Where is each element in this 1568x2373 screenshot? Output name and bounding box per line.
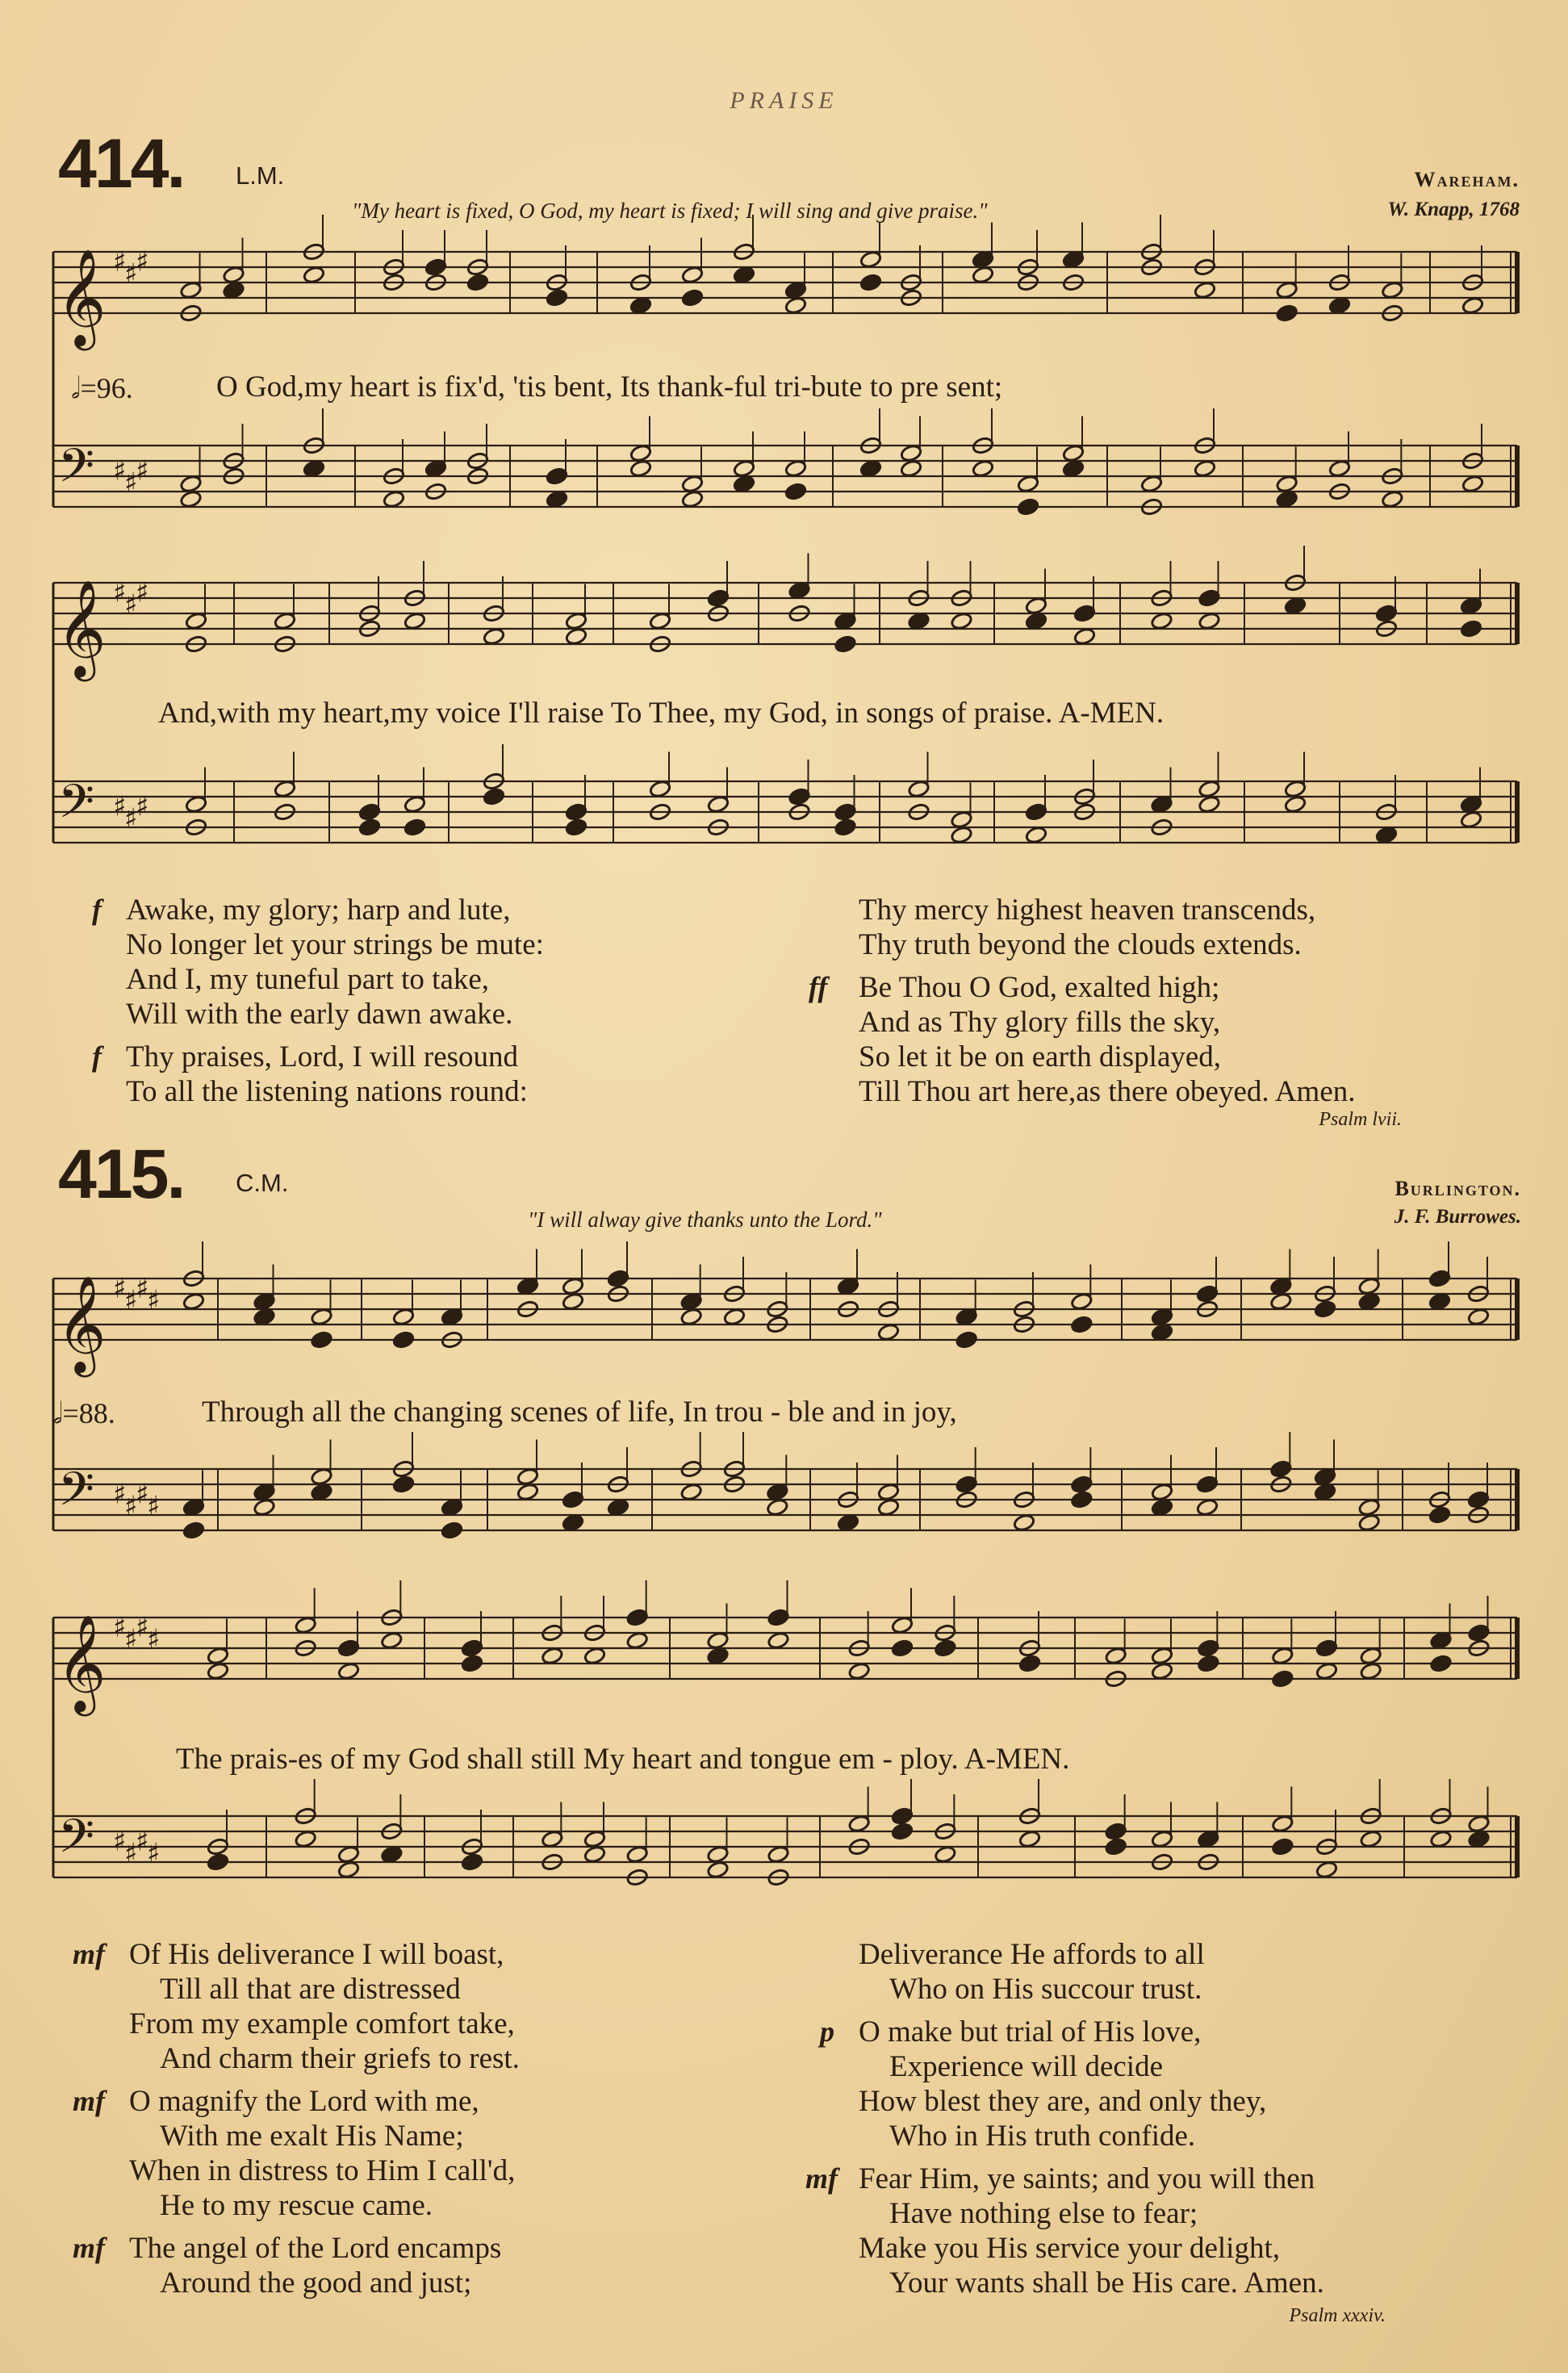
treble-clef-icon: 𝄞 [56,248,107,346]
verse-stanza [73,2084,520,2223]
notehead [767,1608,789,1626]
notehead [1269,1277,1292,1295]
notehead [1360,1662,1382,1680]
sharp-icon: ♯ [124,1623,138,1656]
notehead [516,1277,539,1295]
notehead [441,1498,463,1517]
notehead [766,1483,788,1501]
notehead [1151,1830,1173,1848]
sharp-icon: ♯ [124,1490,138,1523]
notehead [253,1498,275,1517]
notehead [207,1662,229,1680]
sharp-icon: ♯ [113,1272,127,1305]
notehead [1197,1830,1219,1848]
dynamic-marking: f [92,1040,102,1073]
notehead [706,1631,729,1650]
verse-line: Till Thou art here,as there obeyed. Amen. [859,1075,1356,1108]
notehead [1428,1269,1451,1287]
tune-name: Burlington. [1394,1177,1521,1200]
notehead [253,1483,275,1501]
sharp-icon: ♯ [136,576,149,609]
notehead [680,1483,703,1501]
notehead [1358,1498,1381,1517]
bass-clef-icon: 𝄢 [58,774,95,840]
sharp-icon: ♯ [113,790,127,823]
notehead [1428,1505,1451,1524]
verse-line: Till all that are distressed [160,1973,461,2006]
notehead [680,1292,703,1311]
notehead [1269,1292,1292,1311]
notehead [541,1647,563,1665]
scripture-epigraph: "My heart is fixed, O God, my heart is fixed; I will sing and give praise." [352,199,988,223]
notehead [583,1647,606,1665]
notehead [837,1277,859,1295]
notehead [562,1277,584,1295]
notehead [1315,1638,1338,1657]
verse-line: O magnify the Lord with me, [129,2085,479,2118]
verse-line: Who on His succour trust. [889,1973,1202,2006]
notehead [562,1292,584,1311]
notehead [877,1498,900,1517]
notehead [392,1308,415,1326]
tune-name: Wareham. [1414,168,1520,191]
verse-stanza [859,1937,1324,2007]
notehead [1196,1284,1219,1303]
notehead [337,1662,360,1680]
sharp-icon: ♯ [147,1837,161,1870]
verse-line: Be Thou O God, exalted high; [859,971,1220,1004]
verse-line: He to my rescue came. [160,2189,433,2222]
notehead [253,1292,275,1311]
notehead [182,1498,205,1517]
notehead [1070,1475,1093,1493]
sharp-icon: ♯ [113,1611,127,1644]
verse-line: Experience will decide [889,2050,1163,2083]
verse-line: How blest they are, and only they, [859,2085,1267,2118]
notehead [1360,1647,1382,1665]
notehead [1151,1483,1173,1501]
verse-line: Have nothing else to fear; [889,2197,1198,2230]
notehead [706,1845,729,1864]
sharp-icon: ♯ [136,1478,149,1511]
verse-line: And as Thy glory fills the sky, [859,1006,1221,1039]
notehead [767,1845,789,1864]
notehead [182,1292,205,1311]
sharp-icon: ♯ [113,1478,127,1511]
verse-line: And I, my tuneful part to take, [126,963,490,996]
scripture-reference: Psalm lvii. [1319,1109,1402,1130]
notehead [723,1308,746,1326]
notehead [848,1662,871,1680]
notehead [1428,1292,1451,1311]
sharp-icon: ♯ [124,467,138,500]
hymn-meter: C.M. [236,1169,289,1197]
notehead [182,1521,205,1539]
dynamic-marking: mf [805,2162,838,2195]
notehead [1151,1498,1173,1517]
notehead [1197,1638,1219,1657]
verse-line: So let it be on earth displayed, [859,1040,1222,1074]
notehead [1269,1459,1292,1478]
notehead [1358,1513,1381,1532]
sharp-icon: ♯ [113,576,127,609]
notehead [1271,1647,1294,1665]
running-head: PRAISE [730,87,838,114]
treble-clef-icon: 𝄞 [56,579,107,677]
notehead [516,1483,539,1501]
tempo-value: =88. [62,1397,115,1429]
notehead [626,1608,649,1626]
notehead [1358,1277,1381,1295]
sharp-icon: ♯ [136,1611,149,1644]
dynamic-marking: f [92,894,102,926]
notehead [877,1323,900,1341]
half-note-icon: 𝅗𝅥 [53,1397,63,1429]
notehead [541,1830,563,1848]
notehead [1151,1308,1173,1326]
notehead [891,1616,914,1634]
notehead [1467,1814,1490,1833]
verse-line: Thy praises, Lord, I will resound [126,1040,519,1074]
hymn-meter: L.M. [236,161,285,190]
verse-stanza [73,1937,520,2076]
sharp-icon: ♯ [124,802,138,835]
verse-line: Fear Him, ye saints; and you will then [859,2162,1315,2195]
notehead [1360,1830,1382,1848]
sharp-icon: ♯ [147,1623,161,1656]
treble-clef-icon: 𝄞 [56,1274,107,1373]
half-note-icon: 𝅗𝅥 [71,372,81,404]
notehead [891,1806,914,1825]
notehead [310,1483,332,1501]
notehead [1070,1292,1093,1311]
sharp-icon: ♯ [136,790,149,823]
notehead [607,1498,629,1517]
notehead [1429,1830,1452,1848]
sharp-icon: ♯ [113,245,127,278]
bass-clef-icon: 𝄢 [58,1462,95,1528]
notehead [934,1638,956,1657]
verse-stanza [805,2162,1324,2300]
notehead [295,1616,317,1634]
notehead [1314,1483,1336,1501]
notehead [1315,1662,1338,1680]
dynamic-marking: mf [73,2085,105,2117]
notehead [955,1308,978,1326]
scripture-reference: Psalm xxxiv. [1289,2305,1386,2326]
notehead [934,1845,956,1864]
notehead [955,1330,978,1349]
notehead [1070,1315,1093,1333]
notehead [441,1308,463,1326]
notehead [441,1521,463,1539]
verse-line: Who in His truth confide. [889,2120,1196,2153]
notehead [1429,1631,1452,1650]
sharp-icon: ♯ [136,1272,149,1305]
lyric-underlay: And,with my heart,my voice I'll raise To Thee, my God, in songs of praise. A-MEN. [158,697,1165,730]
notehead [1314,1300,1336,1318]
notehead [562,1490,584,1509]
noteheads [207,1580,1491,1887]
notehead [1105,1647,1127,1665]
verse-column-left [73,1937,520,2300]
verse-stanza [820,2015,1324,2153]
lyric-underlay: Through all the changing scenes of life, In trou - ble and in joy, [202,1396,957,1429]
sharp-icon: ♯ [124,1837,138,1870]
verse-line: And charm their griefs to rest. [160,2042,520,2075]
notehead [1429,1654,1452,1672]
notehead [583,1845,606,1864]
notehead [766,1498,788,1517]
notehead [891,1638,914,1657]
scripture-epigraph: "I will alway give thanks unto the Lord." [528,1207,882,1232]
sharp-icon: ♯ [124,588,138,622]
notehead [891,1822,914,1840]
staff-lines [53,1816,1517,1877]
notehead [380,1631,403,1650]
notehead [1197,1654,1219,1672]
notehead [1467,1830,1490,1848]
notehead [877,1483,900,1501]
notehead [516,1467,539,1486]
bass-clef-icon: 𝄢 [58,1809,95,1875]
verse-line: Deliverance He affords to all [859,1938,1205,1971]
notehead [337,1845,360,1864]
notehead [1105,1822,1127,1840]
notehead [461,1638,483,1657]
verse-line: No longer let your strings be mute: [126,928,544,961]
sharp-icon: ♯ [147,1284,161,1317]
notehead [1196,1498,1219,1517]
notehead [310,1308,332,1326]
notehead [626,1631,649,1650]
notehead [1467,1623,1490,1642]
notehead [1271,1669,1294,1688]
notehead [295,1830,317,1848]
notehead [207,1852,229,1871]
notehead [767,1631,789,1650]
notehead [1467,1490,1490,1509]
sharp-icon: ♯ [147,1490,161,1523]
notehead [1013,1513,1035,1532]
notehead [1467,1308,1490,1326]
sharp-icon: ♯ [136,245,149,278]
notehead [1314,1467,1336,1486]
notehead [848,1814,871,1833]
verse-line: Around the good and just; [160,2266,472,2300]
composer: J. F. Burrowes. [1394,1206,1521,1228]
notehead [607,1269,629,1287]
verse-line: From my example comfort take, [129,2007,515,2040]
verse-line: When in distress to Him I call'd, [129,2154,516,2187]
notehead [1105,1837,1127,1856]
hymn-number: 414. [58,125,184,203]
notehead [706,1647,729,1665]
notehead [461,1852,483,1871]
notehead [837,1513,859,1532]
notehead [1070,1490,1093,1509]
bass-clef-icon: 𝄢 [58,438,95,504]
notehead [1271,1814,1294,1833]
notehead [1151,1323,1173,1341]
verse-line: Your wants shall be His care. Amen. [889,2266,1324,2300]
notehead [706,1860,729,1879]
notehead [562,1513,584,1532]
notehead [310,1330,332,1349]
notehead [207,1647,229,1665]
notehead [1151,1647,1173,1665]
dynamic-marking: p [820,2015,834,2048]
sharp-icon: ♯ [113,454,127,488]
notehead [461,1654,483,1672]
composer: W. Knapp, 1768 [1387,199,1520,220]
dynamic-marking: ff [809,971,828,1003]
sharp-icon: ♯ [136,1825,149,1858]
verse-line: Make you His service your delight, [859,2232,1280,2265]
notehead [337,1638,360,1657]
dynamic-marking: mf [73,2232,105,2264]
notehead [955,1475,978,1493]
dynamic-marking: mf [73,1938,105,1970]
verse-stanza [73,2231,520,2300]
sharp-icon: ♯ [124,1284,138,1317]
notehead [253,1308,275,1326]
verse-line: The angel of the Lord encamps [129,2232,502,2265]
lyric-underlay: The prais-es of my God shall still My heart and tongue em - ploy. A-MEN. [176,1743,1070,1776]
hymn-number: 415. [58,1136,184,1213]
notehead [337,1860,360,1879]
verse-line: Awake, my glory; harp and lute, [126,894,511,927]
tempo-marking [53,1396,115,1431]
notehead [392,1475,415,1493]
notehead [1358,1292,1381,1311]
notehead [626,1845,649,1864]
notehead [1271,1837,1294,1856]
verse-line: Thy mercy highest heaven transcends, [859,894,1316,927]
verse-line: Will with the early dawn awake. [126,998,513,1031]
notehead [583,1830,606,1848]
verse-line: Of His deliverance I will boast, [129,1938,504,1971]
lyric-underlay: O God,my heart is fix'd, 'tis bent, Its thank-ful tri-bute to pre sent; [216,370,1003,404]
verse-line: O make but trial of His love, [859,2015,1202,2049]
verse-column-right [805,1937,1324,2300]
verse-line: To all the listening nations round: [126,1075,528,1108]
staff-lines [53,1618,1517,1679]
verse-line: Thy truth beyond the clouds extends. [859,928,1302,961]
notehead [310,1467,332,1486]
notehead [1315,1860,1338,1879]
notehead [1018,1830,1041,1848]
sharp-icon: ♯ [113,1825,127,1858]
notehead [680,1308,703,1326]
sharp-icon: ♯ [136,454,149,488]
notehead [1151,1662,1173,1680]
notehead [1018,1654,1041,1672]
notehead [392,1330,415,1349]
verse-line: With me exalt His Name; [160,2120,464,2153]
noteheads [182,1241,1490,1540]
notehead [1196,1475,1219,1493]
tempo-value: =96. [80,372,133,404]
notehead [380,1845,403,1864]
sharp-icon: ♯ [124,257,138,291]
treble-clef-icon: 𝄞 [56,1613,107,1712]
